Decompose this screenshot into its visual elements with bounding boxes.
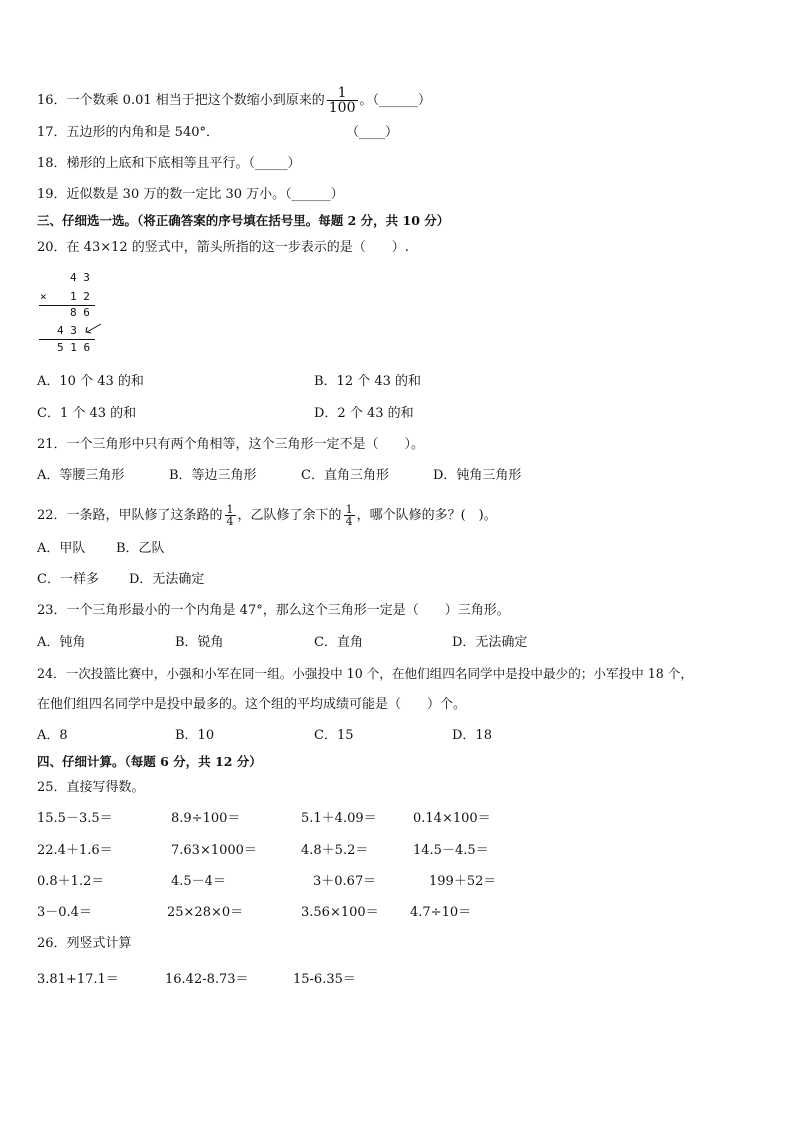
q20-option-b[interactable]: B．12 个 43 的和 bbox=[314, 374, 422, 389]
q25-r3-c1: 0.8＋1.2＝ bbox=[37, 874, 105, 889]
q25-r3-c2: 4.5－4＝ bbox=[171, 874, 226, 889]
q21-option-a[interactable]: A．等腰三角形 bbox=[37, 468, 125, 483]
vd-row-4: 4 3 bbox=[57, 324, 77, 337]
question-25-stem: 25．直接写得数。 bbox=[37, 780, 145, 795]
question-20-stem: 20．在 43×12 的竖式中，箭头所指的这一步表示的是（ ）. bbox=[37, 240, 409, 255]
q25-r4-c1: 3－0.4＝ bbox=[37, 905, 92, 920]
q26-item-2: 16.42-8.73＝ bbox=[165, 972, 249, 987]
q25-r4-c3: 3.56×100＝ bbox=[301, 905, 379, 920]
q25-r2-c4: 14.5－4.5＝ bbox=[413, 843, 489, 858]
q17-text: 17．五边形的内角和是 540°． bbox=[37, 125, 219, 140]
q21-option-b[interactable]: B．等边三角形 bbox=[169, 468, 257, 483]
q22-option-c[interactable]: C．一样多 bbox=[37, 572, 99, 587]
q26-item-3: 15-6.35＝ bbox=[293, 972, 356, 987]
vd-row-5: 5 1 6 bbox=[57, 341, 91, 354]
q24-option-b[interactable]: B．10 bbox=[175, 728, 215, 743]
q23-option-b[interactable]: B．锐角 bbox=[175, 635, 224, 650]
question-26-stem: 26．列竖式计算 bbox=[37, 936, 132, 951]
q26-item-1: 3.81+17.1＝ bbox=[37, 972, 119, 987]
q18-text: 18．梯形的上底和下底相等且平行。（_____） bbox=[37, 156, 301, 171]
vd-rule-2 bbox=[39, 339, 95, 340]
q25-r1-c1: 15.5－3.5＝ bbox=[37, 811, 113, 826]
q16-answer-blank[interactable]: 。（______） bbox=[359, 93, 432, 108]
q23-option-a[interactable]: A．钝角 bbox=[37, 635, 86, 650]
vertical-multiplication bbox=[37, 268, 117, 360]
question-24-line-2: 在他们组四名同学中是投中最多的。这个组的平均成绩可能是（ ）个。 bbox=[37, 697, 467, 712]
question-19 bbox=[37, 186, 344, 204]
question-23-stem: 23．一个三角形最小的一个内角是 47°，那么这个三角形一定是（ ）三角形。 bbox=[37, 603, 510, 618]
vd-row-3: 8 6 bbox=[70, 306, 90, 319]
fraction-1-4-a: $\frac{1}{4}$ bbox=[226, 503, 234, 528]
q25-r4-c4: 4.7÷10＝ bbox=[410, 905, 472, 920]
q24-option-c[interactable]: C．15 bbox=[314, 728, 354, 743]
q16-text: 16．一个数乘 0.01 相当于把这个数缩小到原来的 bbox=[37, 93, 325, 108]
q25-r1-c2: 8.9÷100＝ bbox=[171, 811, 241, 826]
q20-option-c[interactable]: C．1 个 43 的和 bbox=[37, 406, 137, 421]
vd-row-1: 4 3 bbox=[70, 271, 90, 284]
q25-r4-c2: 25×28×0＝ bbox=[167, 905, 244, 920]
q22-option-d[interactable]: D．无法确定 bbox=[129, 572, 205, 587]
question-21-stem: 21．一个三角形中只有两个角相等，这个三角形一定不是（ ）。 bbox=[37, 437, 425, 452]
q23-option-c[interactable]: C．直角 bbox=[314, 635, 363, 650]
section-3-title: 三、仔细选一选。（将正确答案的序号填在括号里。每题 2 分，共 10 分） bbox=[37, 213, 450, 228]
q24-option-d[interactable]: D．18 bbox=[452, 728, 492, 743]
vd-times-sign: × bbox=[40, 290, 47, 303]
q25-r1-c4: 0.14×100＝ bbox=[413, 811, 491, 826]
q22-option-b[interactable]: B．乙队 bbox=[116, 541, 165, 556]
q21-option-d[interactable]: D．钝角三角形 bbox=[433, 468, 522, 483]
q25-r2-c2: 7.63×1000＝ bbox=[171, 843, 257, 858]
q20-option-a[interactable]: A．10 个 43 的和 bbox=[37, 374, 144, 389]
q23-option-d[interactable]: D．无法确定 bbox=[452, 635, 528, 650]
question-24-line-1: 24．一次投篮比赛中，小强和小军在同一组。小强投中 10 个，在他们组四名同学中是投中最少的；小军投中 18 个， bbox=[37, 666, 693, 681]
question-16 bbox=[37, 86, 431, 115]
fraction-1-4-b: $\frac{1}{4}$ bbox=[345, 503, 353, 528]
section-4-title: 四、仔细计算。（每题 6 分，共 12 分） bbox=[37, 754, 262, 769]
q24-option-a[interactable]: A．8 bbox=[37, 728, 68, 743]
question-17 bbox=[37, 124, 219, 142]
question-22-stem: 22．一条路，甲队修了这条路的 $\frac{1}{4}$ ，乙队修了余下的 $\frac{1}{4}$ ，哪个队修的多？( )。 bbox=[37, 503, 497, 528]
q17-answer-blank[interactable]: （____） bbox=[346, 125, 399, 140]
q22-option-a[interactable]: A．甲队 bbox=[37, 541, 86, 556]
q21-option-c[interactable]: C．直角三角形 bbox=[301, 468, 389, 483]
vd-row-2: 1 2 bbox=[70, 290, 90, 303]
q25-r2-c3: 4.8＋5.2＝ bbox=[301, 843, 369, 858]
question-18 bbox=[37, 155, 301, 173]
q25-r1-c3: 5.1＋4.09＝ bbox=[301, 811, 377, 826]
q20-option-d[interactable]: D．2 个 43 的和 bbox=[314, 406, 414, 421]
arrow-icon bbox=[83, 322, 103, 336]
q25-r3-c4: 199＋52＝ bbox=[429, 874, 497, 889]
q25-r2-c1: 22.4＋1.6＝ bbox=[37, 843, 113, 858]
q19-text: 19．近似数是 30 万的数一定比 30 万小。（______） bbox=[37, 187, 344, 202]
fraction-1-100: $\frac{1}{100}$ bbox=[328, 85, 356, 116]
q25-r3-c3: 3＋0.67＝ bbox=[313, 874, 377, 889]
